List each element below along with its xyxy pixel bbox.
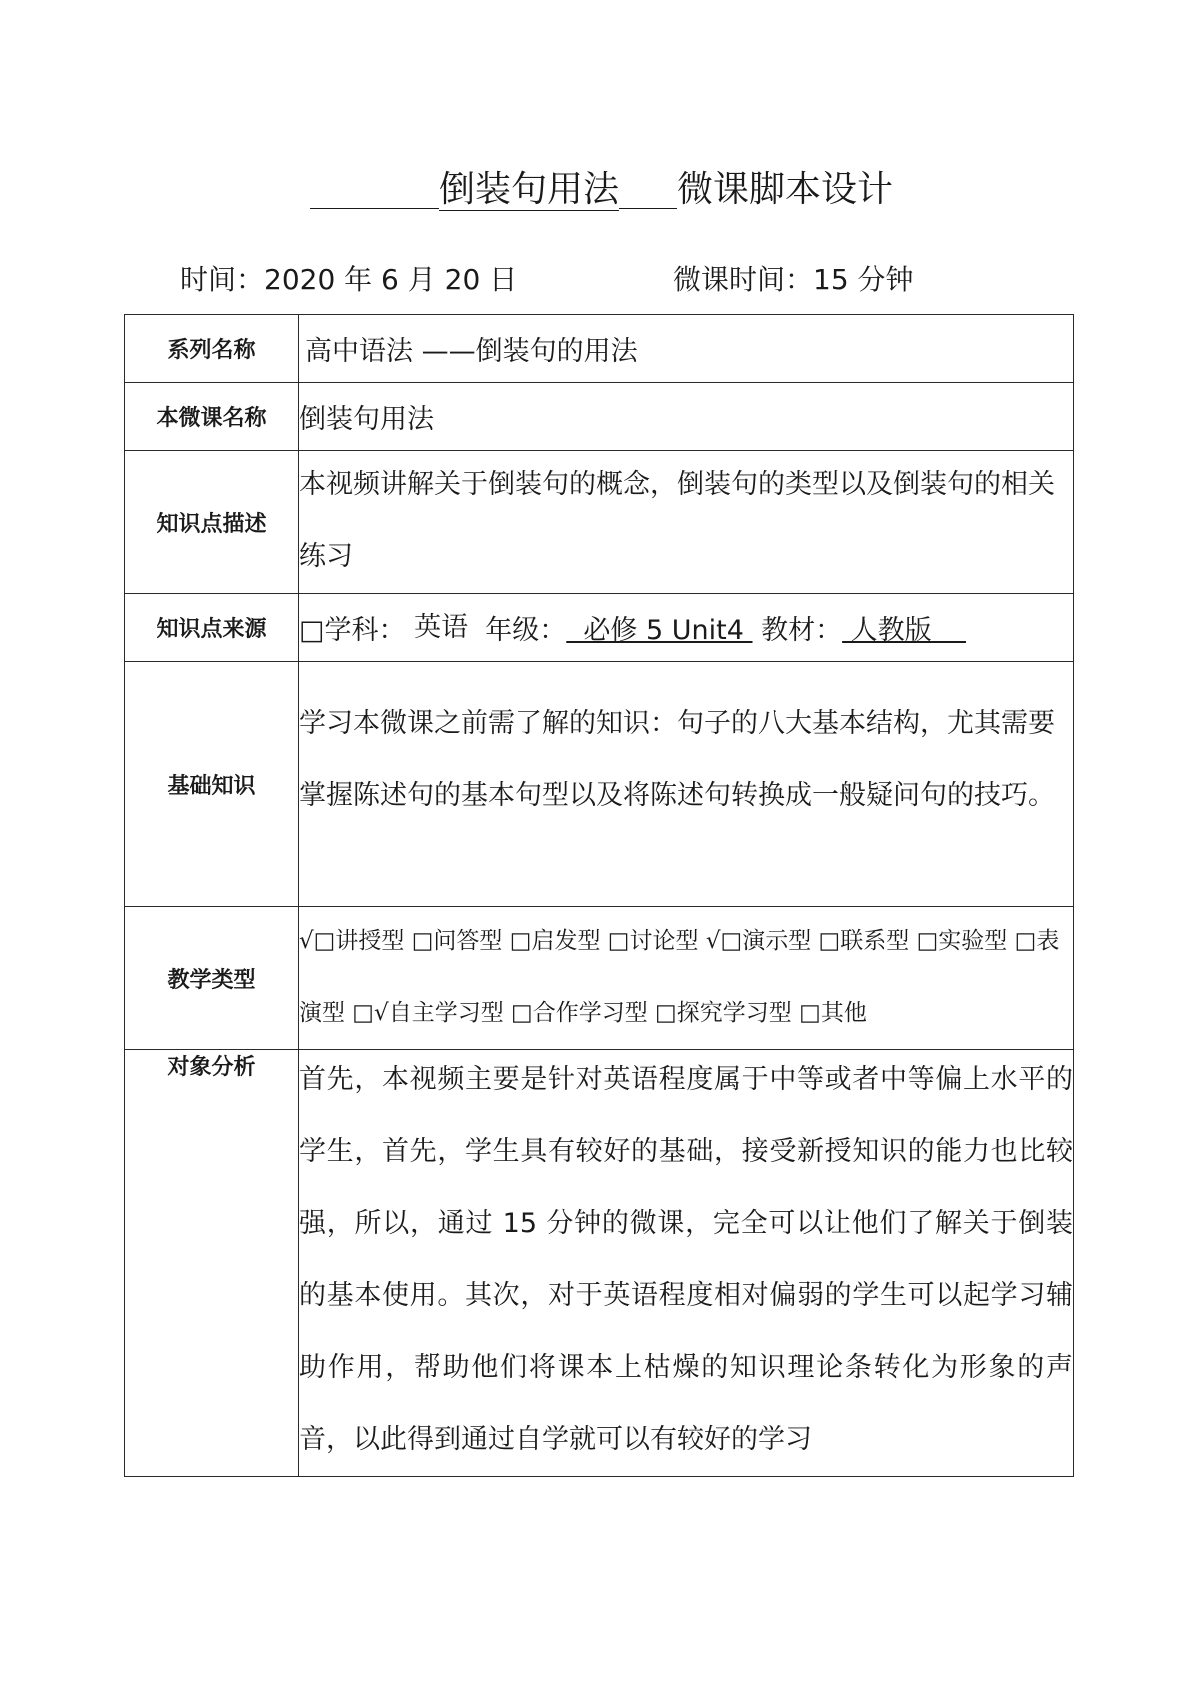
duration-line: 微课时间：15 分钟 [673,263,914,296]
series-cell [299,315,1074,383]
description-cell [299,451,1074,594]
series-label: 系列名称 [125,315,299,383]
teaching-type-cell [299,907,1074,1050]
series-value: 高中语法 ——倒装句的用法 [305,336,638,367]
source-label: 知识点来源 [125,594,299,662]
audience-cell [299,1050,1074,1477]
basics-value: 学习本微课之前需了解的知识：句子的八大基本结构，尤其需要掌握陈述句的基本句型以及将陈述句转换成一般疑问句的技巧。 [299,708,1055,811]
description-label: 知识点描述 [125,451,299,594]
page-title [310,168,893,212]
description-value: 本视频讲解关于倒装句的概念，倒装句的类型以及倒装句的相关练习 [299,469,1055,572]
basics-cell [299,662,1074,907]
date-line: 时间：2020 年 6 月 20 日 [180,263,518,296]
table-row [125,315,1074,383]
teaching-type-label: 教学类型 [125,907,299,1050]
table-row [125,1050,1074,1477]
table-row [125,662,1074,907]
source-textbook-label: 教材： [752,615,843,646]
title-suffix: 微课脚本设计 [677,169,894,210]
title-topic: 倒装句用法 [439,169,620,210]
basics-label: 基础知识 [125,662,299,907]
table-row [125,383,1074,451]
lesson-label: 本微课名称 [125,383,299,451]
source-textbook: 人教版 [842,615,967,646]
teaching-type-value: √□讲授型 □问答型 □启发型 □讨论型 √□演示型 □联系型 □实验型 □表演型 □√自主学习型 □合作学习型 □探究学习型 □其他 [299,928,1060,1026]
title-blank-left [310,168,439,209]
lesson-cell [299,383,1074,451]
audience-value: 首先，本视频主要是针对英语程度属于中等或者中等偏上水平的学生，首先，学生具有较好的基础，接受新授知识的能力也比较强，所以，通过 15 分钟的微课，完全可以让他们了解关于倒装的基本使用。其次，对于英语程度相对偏弱的学生可以起学习辅助作用，帮助他们将课本上枯燥的知识理论条转化为形象的声音，以此得到通过自学就可以有较好的学习 [299,1064,1073,1455]
source-grade-label: 年级： [485,615,567,646]
source-cell [299,594,1074,662]
table-row [125,594,1074,662]
source-subject: 英语 [405,611,486,643]
table-row [125,907,1074,1050]
script-table [124,314,1074,1477]
lesson-value: 倒装句用法 [299,404,434,435]
table-row [125,451,1074,594]
source-prefix: □学科： [299,615,406,646]
audience-label: 对象分析 [125,1050,299,1477]
source-grade: 必修 5 Unit4 [566,615,753,646]
title-blank-right [619,168,677,209]
